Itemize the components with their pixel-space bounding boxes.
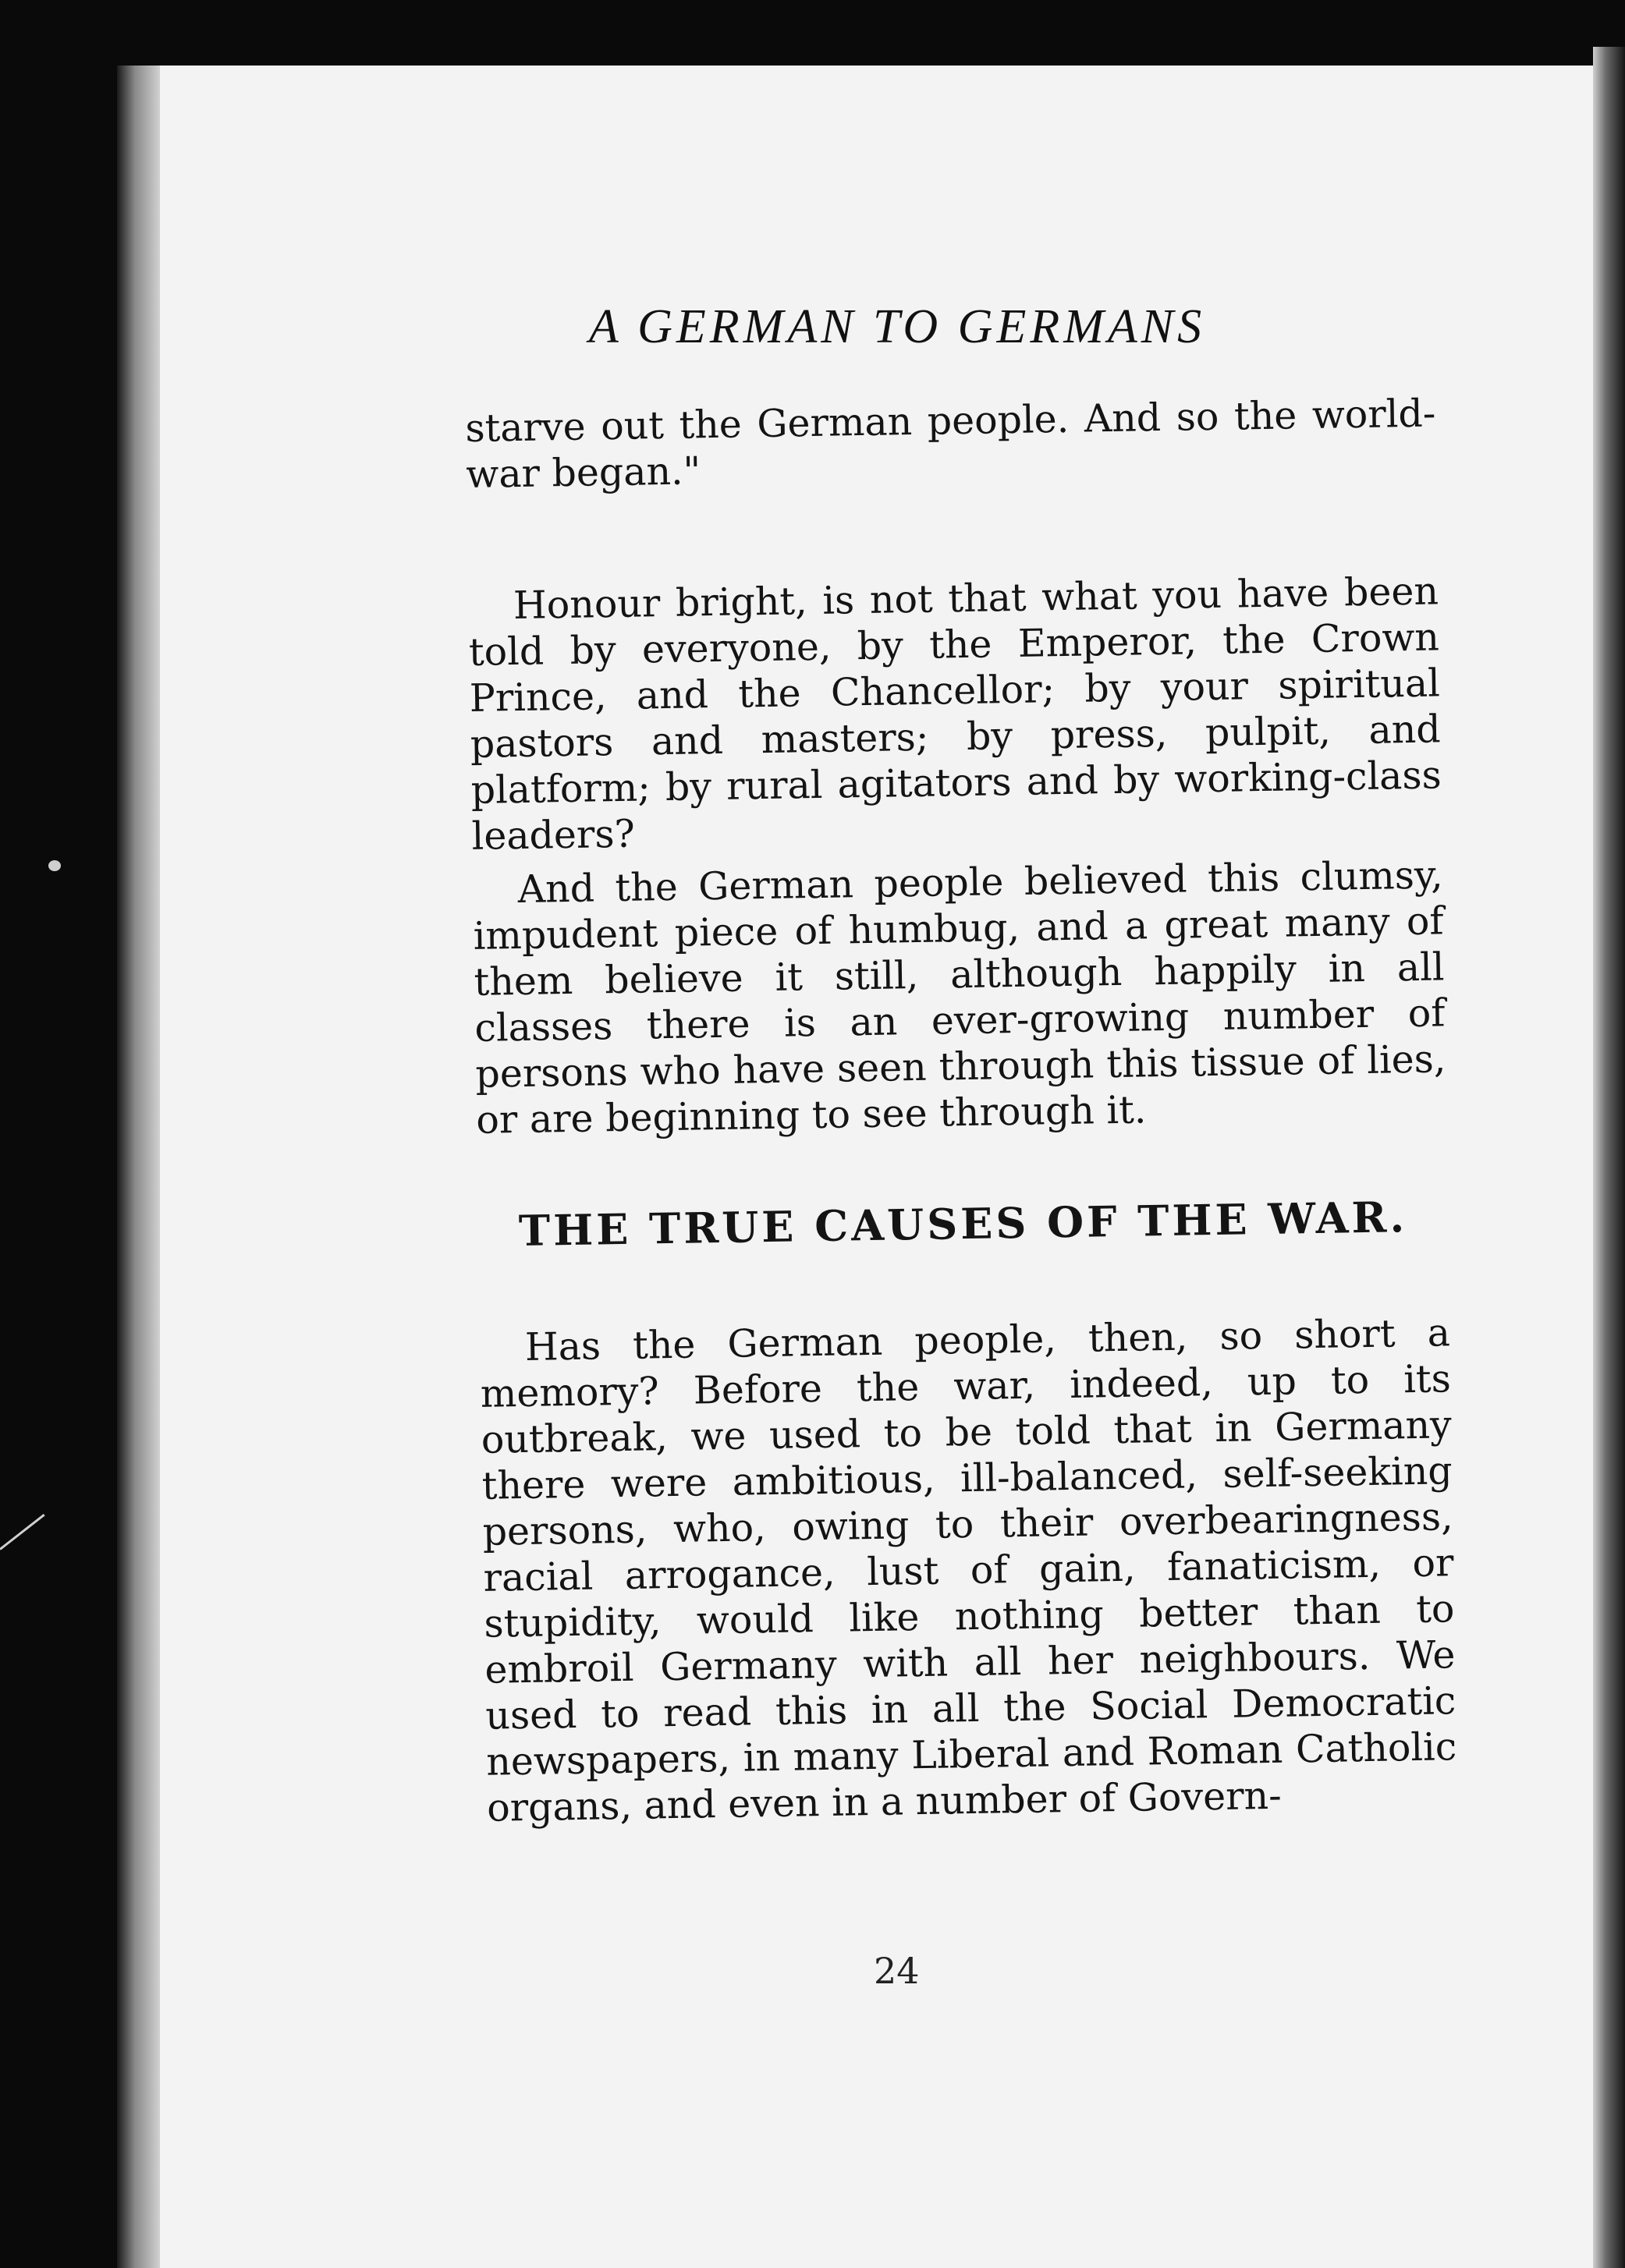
page-gutter-shadow (117, 66, 162, 2268)
page-number: 24 (874, 1950, 920, 1992)
book-spine-edge (1593, 47, 1625, 2268)
paragraph-short-memory: Has the German people, then, so short a memory? Before the war, indeed, up to its outbreak, we used to be told that in Germany there were ambitious, ill-balanced, self-seeking persons, who, owing to their overbearingness, racial arrogance, lust of gain, fanaticism, or stupidity, would like nothing better than to embroil Germany with all her neighbours. We used to read this in all the Social Democratic newspapers, in many Liberal and Roman Catholic organs, and even in a number of Govern- (480, 1310, 1457, 1830)
scan-artifact-mark (48, 860, 61, 871)
paragraph-honour-bright: Honour bright, is not that what you have been told by everyone, by the Emperor, the Crown Prince, and the Chancellor; by your spiritual pastors and masters; by press, pulpit, and platform; by rural agitators and by working-class leaders? (468, 569, 1442, 859)
body-text (465, 390, 1458, 1830)
section-heading: THE TRUE CAUSES OF THE WAR. (518, 1192, 1408, 1256)
paragraph-german-people-believed: And the German people believed this clumsy, impudent piece of humbug, and a great many of them believe it still, although happily in all classes there is an ever-growing number of persons who have seen through this tissue of lies, or are beginning to see through it. (473, 852, 1446, 1143)
scan-artifact-line (0, 1514, 45, 1550)
paragraph-continuation: starve out the German people. And so the world-war began." (465, 391, 1436, 497)
running-head: A GERMAN TO GERMANS (588, 300, 1206, 353)
